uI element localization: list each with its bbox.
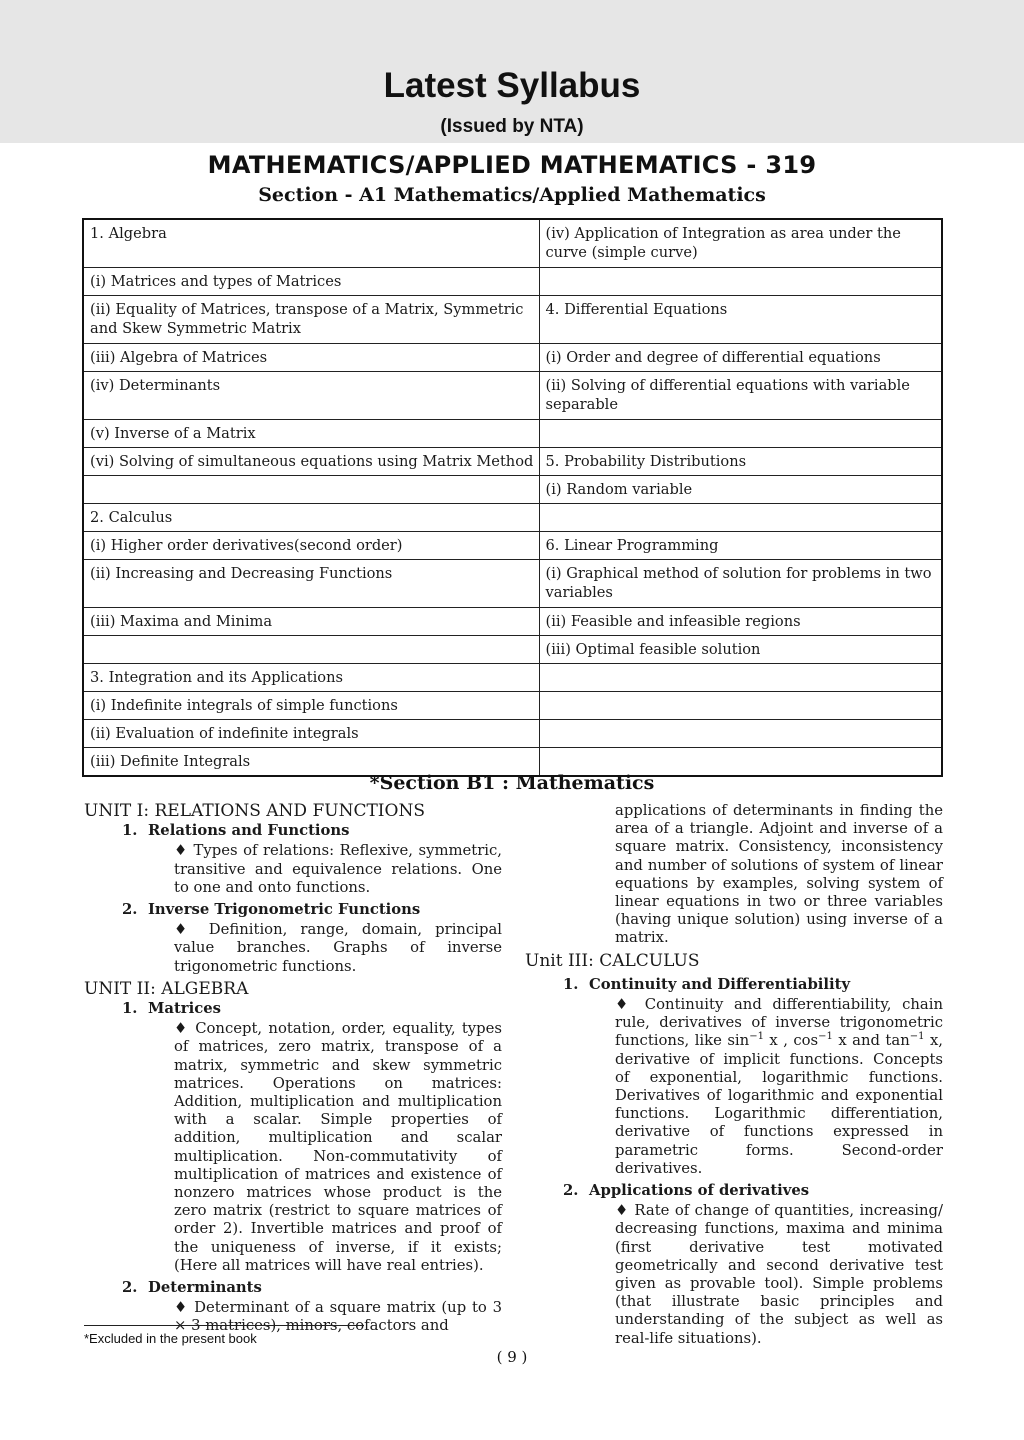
text-run: x , cos: [763, 1032, 819, 1050]
table-row: [83, 476, 942, 504]
section-b-title: *Section B1 : Mathematics: [369, 772, 655, 794]
unit-heading: UNIT I: RELATIONS AND FUNCTIONS: [84, 801, 425, 821]
unit-heading: UNIT II: ALGEBRA: [84, 978, 249, 999]
table-cell-right: [539, 268, 942, 296]
table-cell-left: [83, 636, 539, 664]
table-cell-right: [539, 720, 942, 748]
topic-heading: [122, 822, 502, 840]
table-cell-left: (iii) Algebra of Matrices: [83, 344, 539, 372]
section-a-title: Section - A1 Mathematics/Applied Mathematics: [258, 184, 766, 206]
footnote-divider: [84, 1325, 364, 1326]
table-row: [83, 448, 942, 476]
table-cell-left: (ii) Evaluation of indefinite integrals: [83, 720, 539, 748]
table-row: [83, 344, 942, 372]
table-cell-left: [83, 476, 539, 504]
unit-heading: Unit III: CALCULUS: [525, 950, 700, 971]
table-cell-right: 4. Differential Equations: [539, 296, 942, 344]
table-cell-right: (ii) Solving of differential equations with variable separable: [539, 372, 942, 420]
text-run: x and tan: [832, 1032, 910, 1050]
topic-heading: [122, 901, 502, 919]
table-cell-right: (ii) Feasible and infeasible regions: [539, 608, 942, 636]
text-run: ♦ Continuity and differentiability, chain rule, derivatives of inverse trigonometric functions, like sin: [615, 996, 943, 1050]
table-cell-left: (vi) Solving of simultaneous equations using Matrix Method: [83, 448, 539, 476]
text-run: x, derivative of implicit functions. Concepts of exponential, logarithmic functions. Derivatives of logarithmic and exponential functions. Logarithmic differentiation, derivative of functions expressed in parametric forms. Second-order derivatives.: [615, 1032, 943, 1177]
topic-text: [615, 996, 943, 1178]
table-cell-left: 2. Calculus: [83, 504, 539, 532]
table-cell-right: (i) Graphical method of solution for problems in two variables: [539, 560, 942, 608]
table-cell-left: (ii) Increasing and Decreasing Functions: [83, 560, 539, 608]
page-number: ( 9 ): [496, 1348, 528, 1366]
topic-number: 1.: [122, 1000, 138, 1018]
topic-number: 2.: [122, 1279, 138, 1297]
table-cell-left: (ii) Equality of Matrices, transpose of a Matrix, Symmetric and Skew Symmetric Matrix: [83, 296, 539, 344]
table-cell-left: (i) Indefinite integrals of simple functions: [83, 692, 539, 720]
table-row: [83, 692, 942, 720]
table-cell-right: (iii) Optimal feasible solution: [539, 636, 942, 664]
table-row: [83, 504, 942, 532]
table-cell-left: (v) Inverse of a Matrix: [83, 420, 539, 448]
table-row: [83, 296, 942, 344]
topic-heading: [122, 1000, 502, 1018]
table-row: [83, 560, 942, 608]
table-cell-left: (iv) Determinants: [83, 372, 539, 420]
topic-heading: [563, 1182, 943, 1200]
table-row: [83, 532, 942, 560]
table-cell-left: (iii) Maxima and Minima: [83, 608, 539, 636]
right-column: [525, 802, 943, 1352]
table-row: [83, 372, 942, 420]
table-cell-left: (iii) Definite Integrals: [83, 748, 539, 777]
table-cell-right: (i) Random variable: [539, 476, 942, 504]
topic-heading: [563, 975, 943, 994]
topic-number: 1.: [563, 975, 579, 993]
table-cell-right: (i) Order and degree of differential equations: [539, 344, 942, 372]
table-row: [83, 420, 942, 448]
table-row: [83, 268, 942, 296]
table-cell-right: 5. Probability Distributions: [539, 448, 942, 476]
topic-text-continued: applications of determinants in finding the area of a triangle. Adjoint and inverse of a square matrix. Consistency, inconsistency and number of solutions of system of linear equations by examples, solving system of linear equations in two or three variables (having unique solution) using inverse of a matrix.: [615, 802, 943, 947]
table-row: [83, 720, 942, 748]
topic-text: ♦ Concept, notation, order, equality, types of matrices, zero matrix, transpose of a matrix, symmetric and skew symmetric matrices. Operations on matrices: Addition, multiplication and multiplication with a scalar. Simple properties of addition, multiplication and scalar multiplication. Non-commutativity of multiplication of matrices and existence of nonzero matrices whose product is the zero matrix (restrict to square matrices of order 2). Invertible matrices and proof of the uniqueness of inverse, if it exists; (Here all matrices will have real entries).: [174, 1020, 502, 1274]
topic-number: 1.: [122, 822, 138, 840]
table-row: [83, 636, 942, 664]
topic-title: Inverse Trigonometric Functions: [148, 901, 421, 919]
table-cell-right: [539, 504, 942, 532]
page-title: Latest Syllabus: [383, 66, 641, 105]
table-cell-right: [539, 664, 942, 692]
topic-title: Matrices: [148, 1000, 221, 1018]
subject-title: MATHEMATICS/APPLIED MATHEMATICS - 319: [207, 151, 817, 179]
table-row: [83, 219, 942, 268]
table-cell-left: 1. Algebra: [83, 219, 539, 268]
topic-title: Determinants: [148, 1279, 262, 1297]
topic-text: ♦ Determinant of a square matrix (up to 3 × 3 matrices), minors, cofactors and: [174, 1299, 502, 1335]
topic-title: Applications of derivatives: [589, 1182, 810, 1200]
table-cell-left: 3. Integration and its Applications: [83, 664, 539, 692]
page-subtitle: (Issued by NTA): [440, 116, 584, 137]
syllabus-table: [82, 218, 943, 777]
superscript: −1: [749, 1031, 764, 1043]
table-cell-right: 6. Linear Programming: [539, 532, 942, 560]
table-row: [83, 608, 942, 636]
topic-title: Relations and Functions: [148, 822, 350, 840]
topic-number: 2.: [563, 1182, 579, 1200]
table-cell-right: (iv) Application of Integration as area under the curve (simple curve): [539, 219, 942, 268]
table-cell-right: [539, 420, 942, 448]
left-column: [84, 802, 502, 1340]
topic-number: 2.: [122, 901, 138, 919]
topic-text: ♦ Types of relations: Reflexive, symmetric, transitive and equivalence relations. One to one and onto functions.: [174, 842, 502, 896]
table-cell-left: (i) Higher order derivatives(second order): [83, 532, 539, 560]
topic-text: ♦ Definition, range, domain, principal value branches. Graphs of inverse trigonometric functions.: [174, 921, 502, 975]
superscript: −1: [818, 1031, 833, 1043]
table-cell-right: [539, 692, 942, 720]
superscript: −1: [909, 1031, 925, 1043]
table-cell-left: (i) Matrices and types of Matrices: [83, 268, 539, 296]
topic-heading: [122, 1279, 502, 1297]
table-row: [83, 664, 942, 692]
footnote: *Excluded in the present book: [84, 1331, 257, 1346]
topic-text: ♦ Rate of change of quantities, increasing/ decreasing functions, maxima and minima (first derivative test motivated geometrically and second derivative test given as provable tool). Simple problems (that illustrate basic principles and understanding of the subject as well as real-life situations).: [615, 1202, 943, 1347]
topic-title: Continuity and Differentiability: [589, 975, 851, 993]
